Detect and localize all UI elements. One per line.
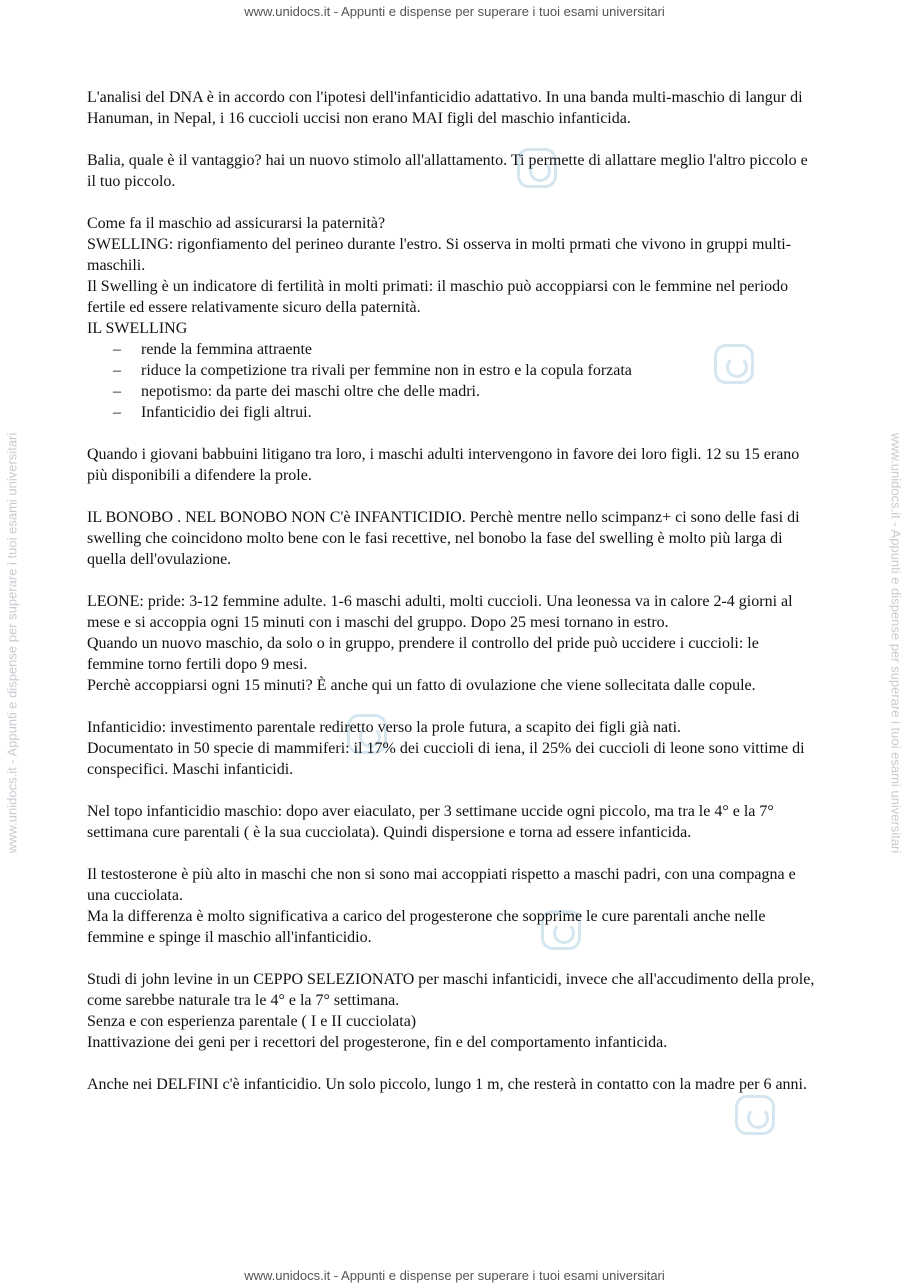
paragraph: L'analisi del DNA è in accordo con l'ipotesi dell'infanticidio adattativo. In una banda multi-maschio di langur di Hanuman, in Nepal, i 16 cuccioli uccisi non erano MAI figli del maschio infanticida. <box>87 89 803 127</box>
swelling-list <box>87 339 817 423</box>
paragraph: IL BONOBO . NEL BONOBO NON C'è INFANTICIDIO. Perchè mentre nello scimpanz+ ci sono delle fasi di swelling che coincidono molto bene con le fasi recettive, nel bonobo la fase del swelling è molto più larga di quella dell'ovulazione. <box>87 509 800 568</box>
paragraph: Studi di john levine in un CEPPO SELEZIONATO per maschi infanticidi, invece che all'accudimento della prole, come sarebbe naturale tra le 4° e la 7° settimana. <box>87 971 815 1009</box>
list-item: – nepotismo: da parte dei maschi oltre che delle madri. <box>113 383 480 400</box>
paragraph: Senza e con esperienza parentale ( I e II cucciolata) <box>87 1013 417 1030</box>
header-banner: www.unidocs.it - Appunti e dispense per superare i tuoi esami universitari <box>244 4 665 19</box>
paragraph: Anche nei DELFINI c'è infanticidio. Un solo piccolo, lungo 1 m, che resterà in contatto con la madre per 6 anni. <box>87 1076 807 1093</box>
list-item-text: rende la femmina attraente <box>141 341 313 358</box>
list-item-text: Infanticidio dei figli altrui. <box>141 404 312 421</box>
paragraph: Quando i giovani babbuini litigano tra loro, i maschi adulti intervengono in favore dei loro figli. 12 su 15 erano più disponibili a difendere la prole. <box>87 446 800 484</box>
paragraph: Quando un nuovo maschio, da solo o in gruppo, prendere il controllo del pride può uccidere i cuccioli: le femmine torno fertili dopo 9 mesi. <box>87 635 759 673</box>
paragraph: Balia, quale è il vantaggio? hai un nuovo stimolo all'allattamento. Ti permette di allattare meglio l'altro piccolo e il tuo piccolo. <box>87 152 808 190</box>
list-item: – Infanticidio dei figli altrui. <box>113 404 312 421</box>
list-item-text: nepotismo: da parte dei maschi oltre che delle madri. <box>141 383 480 400</box>
paragraph: Nel topo infanticidio maschio: dopo aver eiaculato, per 3 settimane uccide ogni piccolo, ma tra le 4° e la 7° settimana cure parentali ( è la sua cucciolata). Quindi dispersione e torna ad essere infanticida. <box>87 803 774 841</box>
side-watermark-right: www.unidocs.it - Appunti e dispense per superare i tuoi esami universitari <box>888 432 904 854</box>
paragraph: Ma la differenza è molto significativa a carico del progesterone che sopprime le cure parentali anche nelle femmine e spinge il maschio all'infanticidio. <box>87 908 766 946</box>
paragraph: Il Swelling è un indicatore di fertilità in molti primati: il maschio può accoppiarsi con le femmine nel periodo fertile ed essere relativamente sicuro della paternità. <box>87 278 789 316</box>
list-item: – rende la femmina attraente <box>113 341 313 358</box>
paragraph: Infanticidio: investimento parentale rediretto verso la prole futura, a scapito dei figli già nati. <box>87 719 682 736</box>
paragraph: SWELLING: rigonfiamento del perineo durante l'estro. Si osserva in molti prmati che vivono in gruppi multi- maschili. <box>87 236 792 274</box>
footer-banner: www.unidocs.it - Appunti e dispense per superare i tuoi esami universitari <box>244 1268 665 1283</box>
side-watermark-left: www.unidocs.it - Appunti e dispense per superare i tuoi esami universitari <box>4 432 20 854</box>
document-body <box>87 87 817 1116</box>
list-item-text: riduce la competizione tra rivali per femmine non in estro e la copula forzata <box>141 362 632 379</box>
paragraph: Documentato in 50 specie di mammiferi: il 17% dei cuccioli di iena, il 25% dei cuccioli di leone sono vittime di conspecifici. Maschi infanticidi. <box>87 740 805 778</box>
paragraph: Perchè accoppiarsi ogni 15 minuti? È anche qui un fatto di ovulazione che viene sollecitata dalle copule. <box>87 677 756 694</box>
paragraph: Come fa il maschio ad assicurarsi la paternità? <box>87 215 386 232</box>
paragraph: Il testosterone è più alto in maschi che non si sono mai accoppiati rispetto a maschi padri, con una compagna e una cucciolata. <box>87 866 796 904</box>
list-item: – riduce la competizione tra rivali per femmine non in estro e la copula forzata <box>113 362 632 379</box>
paragraph: LEONE: pride: 3-12 femmine adulte. 1-6 maschi adulti, molti cuccioli. Una leonessa va in calore 2-4 giorni al mese e si accoppia ogni 15 minuti con i maschi del gruppo. Dopo 25 mesi tornano in estro. <box>87 593 793 631</box>
paragraph: Inattivazione dei geni per i recettori del progesterone, fin e del comportamento infanticida. <box>87 1034 668 1051</box>
section-heading: IL SWELLING <box>87 320 188 337</box>
